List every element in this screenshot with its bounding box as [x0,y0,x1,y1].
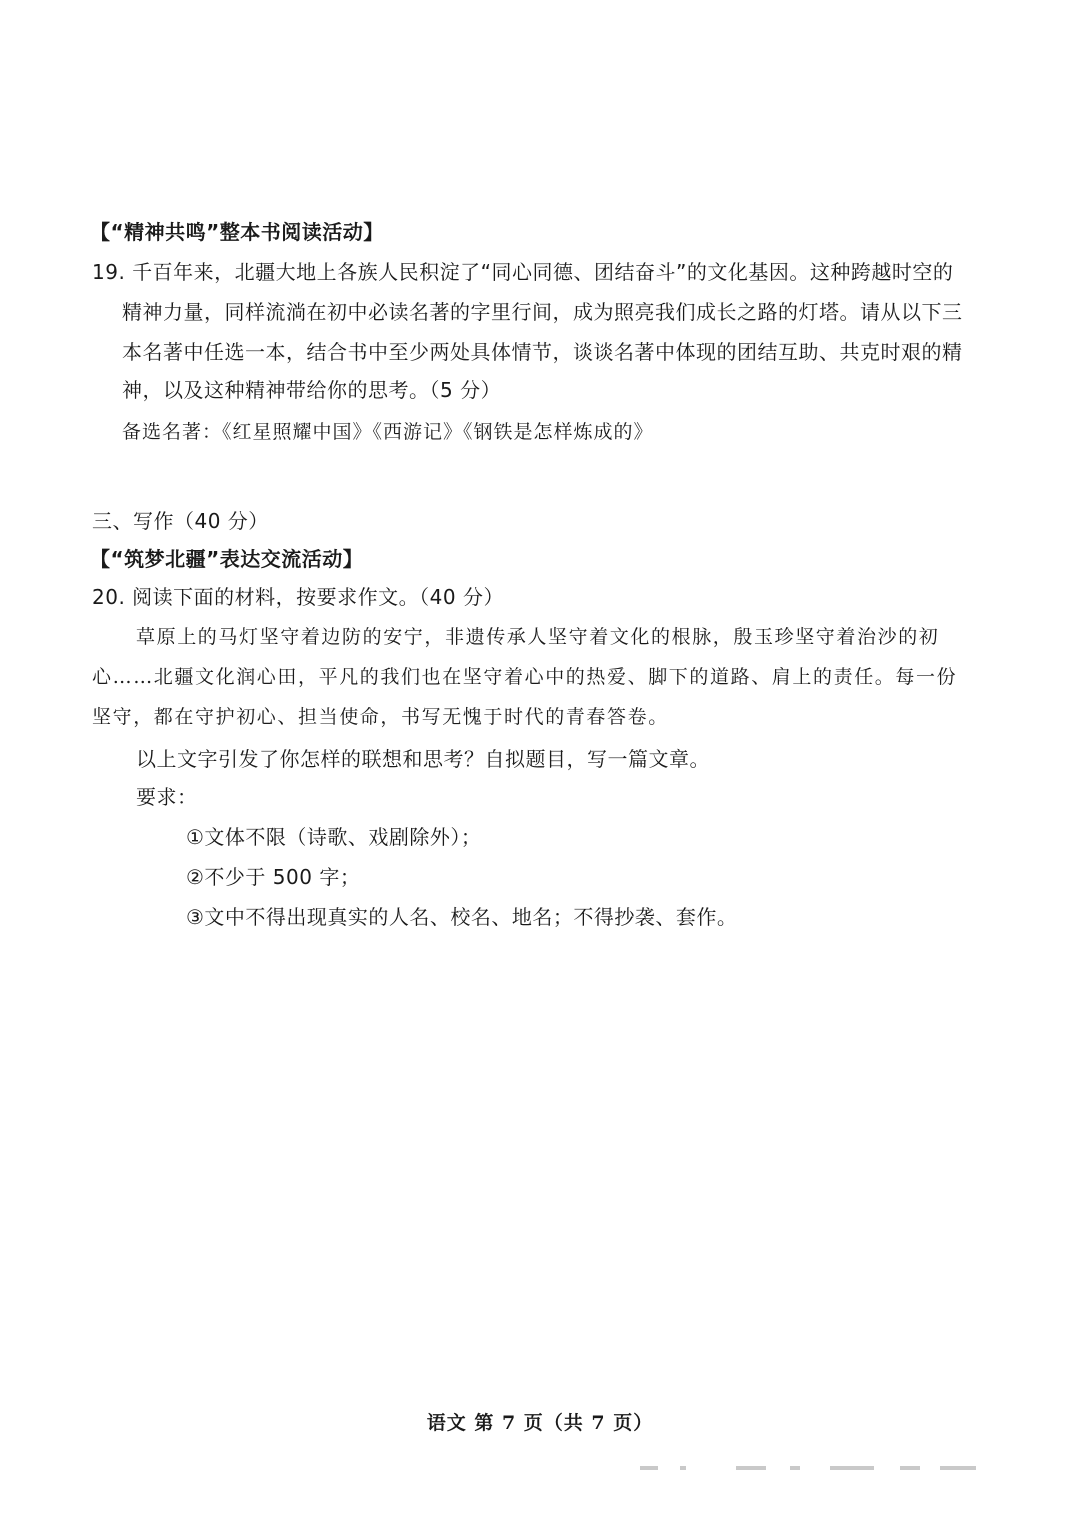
writing-instruction: 以上文字引发了你怎样的联想和思考？自拟题目，写一篇文章。 [136,747,710,771]
material-line-2: 心……北疆文化润心田，平凡的我们也在坚守着心中的热爱、脚下的道路、肩上的责任。每一份 [92,666,958,688]
book-options: 备选名著：《红星照耀中国》《西游记》《钢铁是怎样炼成的》 [122,421,654,443]
material-line-3: 坚守，都在守护初心、担当使命，书写无愧于时代的青春答卷。 [92,706,669,728]
writing-section-heading: 三、写作（40 分） [92,509,269,533]
scan-artifact [640,1462,1000,1476]
question-20-prompt: 20. 阅读下面的材料，按要求作文。（40 分） [92,585,504,609]
question-19-line-2: 精神力量，同样流淌在初中必读名著的字里行间，成为照亮我们成长之路的灯塔。请从以下三 [122,300,963,324]
requirements-label: 要求： [136,785,198,809]
question-19-line-4: 神，以及这种精神带给你的思考。（5 分） [122,378,502,402]
question-19-line-1: 19. 千百年来，北疆大地上各族人民积淀了“同心同德、团结奋斗”的文化基因。这种跨越时空的 [92,260,954,284]
reading-activity-title: 【“精神共鸣”整本书阅读活动】 [90,220,384,244]
page-footer: 语文 第 7 页（共 7 页） [426,1412,654,1434]
question-19-line-3: 本名著中任选一本，结合书中至少两处具体情节，谈谈名著中体现的团结互助、共克时艰的精 [122,340,963,364]
writing-activity-title: 【“筑梦北疆”表达交流活动】 [90,547,364,571]
requirement-2: ②不少于 500 字； [186,865,361,889]
material-line-1: 草原上的马灯坚守着边防的安宁，非遗传承人坚守着文化的根脉，殷玉珍坚守着治沙的初 [136,626,940,648]
requirement-3: ③文中不得出现真实的人名、校名、地名；不得抄袭、套作。 [186,905,738,929]
requirement-1: ①文体不限（诗歌、戏剧除外）； [186,825,482,849]
